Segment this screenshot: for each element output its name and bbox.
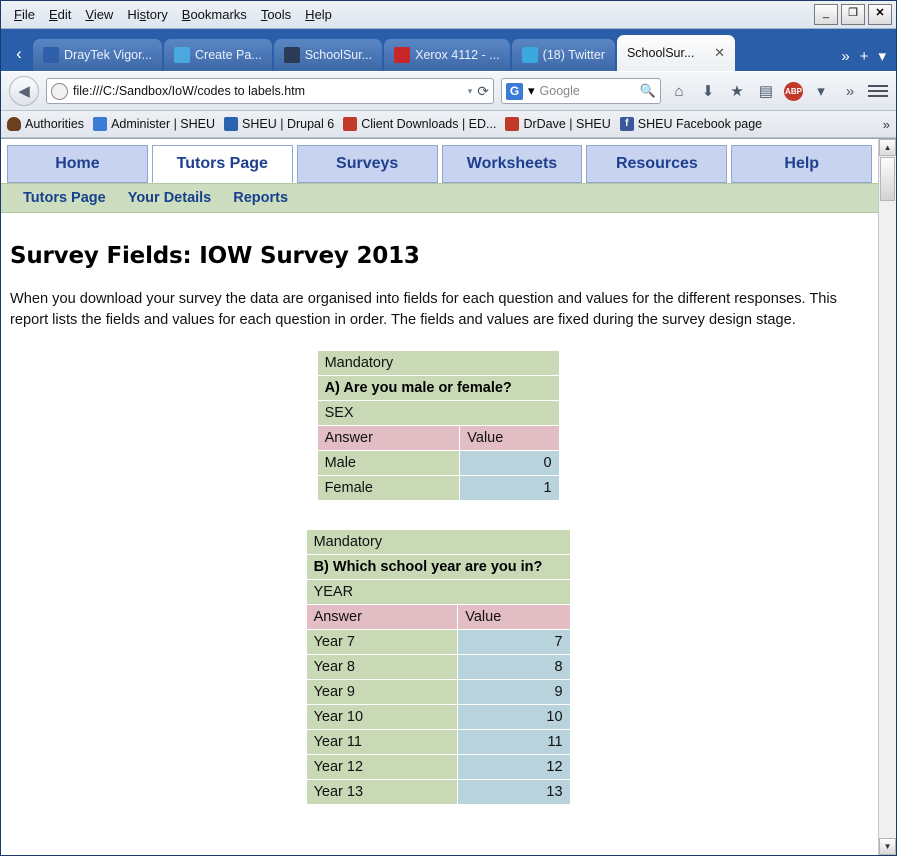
navigation-toolbar [1,71,896,111]
chevron-down-icon[interactable]: ▾ [467,85,473,96]
chevron-down-icon[interactable]: ▾ [528,83,535,98]
bookmark-authorities[interactable] [7,117,84,131]
bookmark-label: Client Downloads | ED... [361,117,497,131]
page-viewport [1,138,896,855]
field-code: YEAR [306,580,570,605]
bookmark-label: Administer | SHEU [111,117,216,131]
reader-icon[interactable]: ▤ [758,83,774,100]
facebook-icon: f [620,117,634,131]
bookmark-sheu-drupal[interactable] [224,117,334,131]
tab-label: (18) Twitter [542,48,605,62]
site-navigation [1,139,878,183]
schoolsurvey-icon [284,47,300,63]
menu-tools[interactable]: Tools [260,7,292,22]
bookmarks-bar [1,111,896,138]
minimize-button[interactable]: _ [814,4,838,25]
globe-icon [51,83,68,100]
list-all-tabs-icon[interactable]: ▾ [878,48,886,65]
tab-xerox[interactable] [384,39,510,71]
create-icon [174,47,190,63]
table-row [317,451,559,476]
table-row [306,705,570,730]
tab-schoolsurvey-active[interactable] [617,35,735,71]
column-header-answer: Answer [306,605,458,630]
reload-icon[interactable]: ⟳ [477,82,489,99]
tab-label: Create Pa... [195,48,262,62]
value-cell: 9 [458,680,570,705]
tab-create-page[interactable] [164,39,272,71]
table-row [306,530,570,555]
toolbar-overflow-icon[interactable]: » [845,82,855,100]
field-code: SEX [317,401,559,426]
bookmark-drdave-sheu[interactable] [505,117,610,131]
column-header-answer: Answer [317,426,460,451]
answer-cell: Year 11 [306,730,458,755]
google-icon[interactable]: G [506,83,523,100]
value-cell: 11 [458,730,570,755]
maximize-button[interactable]: ❐ [841,4,865,25]
scroll-down-icon[interactable]: ▼ [879,838,896,855]
table-row [317,351,559,376]
twitter-icon [522,47,538,63]
menu-help[interactable]: Help [305,7,332,22]
value-cell: 1 [460,476,559,501]
table-row [306,580,570,605]
menu-icon[interactable] [868,85,888,97]
subnav-your-details[interactable]: Your Details [127,190,212,206]
table-header-row [306,605,570,630]
bookmark-label: SHEU Facebook page [637,117,763,131]
close-button[interactable]: ✕ [868,4,892,25]
search-icon[interactable]: 🔍 [639,83,656,98]
table-row [306,555,570,580]
tab-overflow-icon[interactable]: » [841,47,850,65]
back-button[interactable]: ◀ [9,76,39,106]
answer-cell: Female [317,476,460,501]
table-row [317,376,559,401]
adblock-icon[interactable]: ABP [784,82,803,101]
menu-view[interactable]: View [85,7,114,22]
table-row [306,655,570,680]
menu-bar [1,1,896,29]
value-cell: 13 [458,780,570,805]
table-row [317,476,559,501]
person-icon [7,117,21,131]
address-bar[interactable] [46,78,494,104]
tab-schoolsurvey-1[interactable] [274,39,382,71]
tab-strip [1,29,896,71]
site-tab-help[interactable]: Help [731,145,872,183]
tab-strip-controls [835,47,896,71]
value-cell: 12 [458,755,570,780]
scroll-up-icon[interactable]: ▲ [879,139,896,156]
intro-paragraph: When you download your survey the data are organised into fields for each question and values for the different responses. This report lists the fields and values for each question in order. The fields and values are fixed during the survey design stage. [10,291,837,328]
search-input[interactable]: Google [539,84,580,98]
mandatory-label: Mandatory [317,351,559,376]
menu-edit[interactable]: Edit [48,7,72,22]
answer-cell: Year 10 [306,705,458,730]
mandatory-label: Mandatory [306,530,570,555]
answer-cell: Male [317,451,460,476]
url-text: file:///C:/Sandbox/IoW/codes to labels.htm [73,84,306,98]
scrollbar-track[interactable] [879,201,896,838]
answer-cell: Year 9 [306,680,458,705]
question-text: B) Which school year are you in? [306,555,570,580]
page-content [1,213,878,805]
scrollbar-thumb[interactable] [880,157,895,201]
tab-twitter[interactable] [512,39,615,71]
chevron-down-icon[interactable]: ▾ [817,83,825,100]
value-cell: 7 [458,630,570,655]
value-cell: 8 [458,655,570,680]
answer-cell: Year 13 [306,780,458,805]
subnav-tutors-page[interactable]: Tutors Page [23,190,106,206]
table-row [306,755,570,780]
site-subnavigation [1,183,878,213]
table-row [306,630,570,655]
bookmark-star-icon[interactable]: ★ [730,83,744,100]
bookmark-administer-sheu[interactable] [93,117,215,131]
table-header-row [317,426,559,451]
site-tab-resources[interactable]: Resources [586,145,727,183]
question-text: A) Are you male or female? [317,376,559,401]
bookmark-sheu-facebook[interactable] [620,117,762,131]
draytek-icon [43,47,59,63]
bookmark-label: SHEU | Drupal 6 [242,117,335,131]
web-page [1,139,878,855]
home-icon [93,117,107,131]
menu-history[interactable]: History [127,7,168,22]
page-title: Survey Fields: IOW Survey 2013 [10,243,420,269]
site-tab-tutors-page[interactable]: Tutors Page [152,145,293,183]
table-row [317,401,559,426]
answer-cell: Year 12 [306,755,458,780]
tab-label: DrayTek Vigor... [64,48,153,62]
xerox-icon [394,47,410,63]
tab-draytek[interactable] [33,39,162,71]
menu-file[interactable]: File [14,7,35,22]
bookmark-client-downloads[interactable] [343,117,496,131]
column-header-value: Value [458,605,570,630]
column-header-value: Value [460,426,559,451]
red-icon [505,117,519,131]
window-controls [814,4,892,25]
downloads-icon[interactable]: ⬇ [701,83,715,100]
tab-scroll-left-icon[interactable]: ‹ [16,44,22,63]
close-icon[interactable]: ✕ [714,45,725,60]
tab-label: Xerox 4112 - ... [415,48,500,62]
new-tab-button[interactable]: + [859,47,869,65]
bookmark-label: Authorities [25,117,85,131]
tab-label: SchoolSur... [626,46,695,60]
value-cell: 10 [458,705,570,730]
vertical-scrollbar[interactable] [878,139,896,855]
bookmark-label: DrDave | SHEU [523,117,611,131]
search-bar[interactable] [501,78,661,104]
field-table-sex [317,350,560,501]
answer-cell: Year 7 [306,630,458,655]
site-tab-surveys[interactable]: Surveys [297,145,438,183]
tab-label: SchoolSur... [304,48,373,62]
subnav-reports[interactable]: Reports [233,190,289,206]
table-row [306,780,570,805]
download-icon [343,117,357,131]
bookmarks-overflow-icon[interactable]: » [882,116,890,132]
home-icon[interactable]: ⌂ [674,82,684,100]
drupal-icon [224,117,238,131]
field-table-year [306,529,571,805]
answer-cell: Year 8 [306,655,458,680]
menu-bookmarks[interactable]: Bookmarks [181,7,247,22]
table-row [306,730,570,755]
site-tab-home[interactable]: Home [7,145,148,183]
site-tab-worksheets[interactable]: Worksheets [442,145,583,183]
value-cell: 0 [460,451,559,476]
table-row [306,680,570,705]
